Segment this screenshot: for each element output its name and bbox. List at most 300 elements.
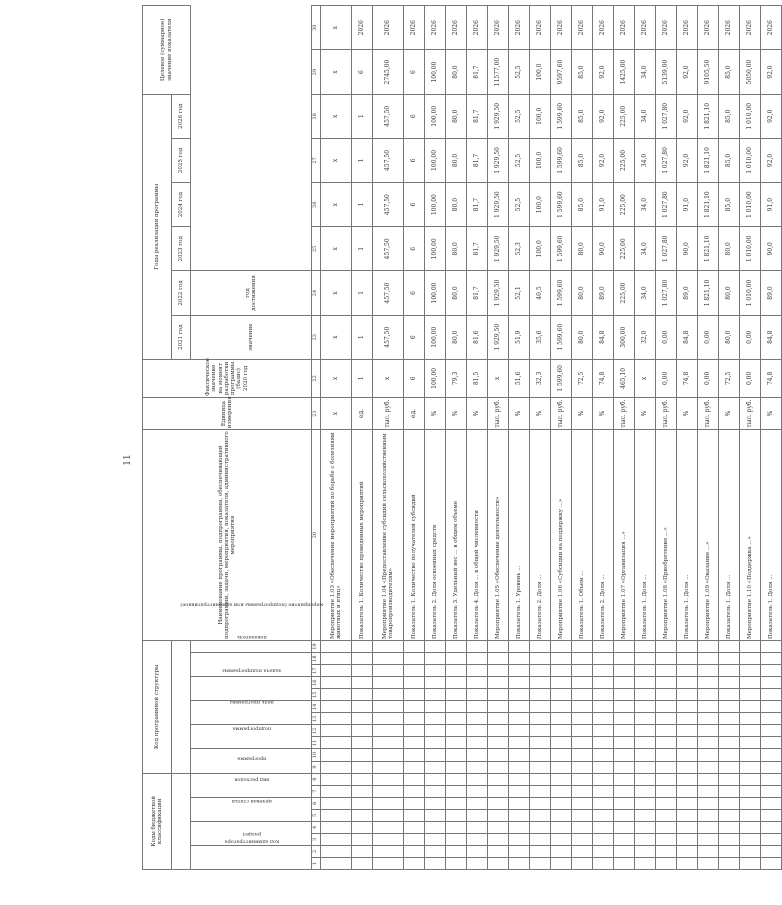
row-year-value: 1 599,60 [551, 315, 572, 359]
code-cell [656, 689, 677, 701]
code-cell [321, 701, 352, 713]
code-cell [761, 833, 782, 845]
column-number: 8 [312, 773, 321, 785]
row-year-value: 100,0 [530, 138, 551, 182]
code-cell [509, 653, 530, 665]
row-base: 79,3 [446, 359, 467, 397]
code-cell [488, 761, 509, 773]
code-cell [373, 809, 404, 821]
code-cell [425, 797, 446, 809]
row-year-value: 225,00 [614, 227, 635, 271]
row-name: Мероприятие 1.08 «Приобретение ...» [656, 430, 677, 641]
row-year-value: 81,7 [467, 227, 488, 271]
row-year-value: 34,0 [635, 227, 656, 271]
row-base: х [373, 359, 404, 397]
code-cell [404, 689, 425, 701]
table-row [488, 6, 509, 870]
code-cell [593, 821, 614, 833]
row-name: Мероприятие 1.06 «Субсидии на поддержку ...» [551, 430, 572, 641]
row-year-value: 1 010,00 [740, 94, 761, 138]
row-year-value: 100,00 [425, 138, 446, 182]
code-cell [551, 797, 572, 809]
code-cell [698, 809, 719, 821]
row-year-value: 89,0 [761, 271, 782, 315]
code-cell [656, 833, 677, 845]
code-cell [467, 785, 488, 797]
code-cell [488, 809, 509, 821]
row-final-value: 92,0 [593, 50, 614, 94]
table-row [404, 6, 425, 870]
row-base: 81,5 [467, 359, 488, 397]
code-cell [761, 641, 782, 653]
table-row [509, 6, 530, 870]
row-year-value: 1 821,10 [698, 183, 719, 227]
row-year-value: 1 599,60 [551, 94, 572, 138]
code-cell [635, 701, 656, 713]
code-cell [656, 749, 677, 761]
row-final-year: 2026 [656, 6, 677, 50]
table-row [761, 6, 782, 870]
code-cell [509, 773, 530, 785]
code-cell [719, 833, 740, 845]
code-cell [509, 737, 530, 749]
row-year-value: 1 929,50 [488, 183, 509, 227]
row-year-value: 100,0 [530, 94, 551, 138]
code-cell [719, 809, 740, 821]
code-cell [404, 845, 425, 857]
row-year-value: 92,0 [593, 138, 614, 182]
row-year-value: х [321, 271, 352, 315]
row-year-value: 80,0 [719, 315, 740, 359]
code-cell [614, 689, 635, 701]
row-year-value: х [321, 138, 352, 182]
column-number: 17 [312, 665, 321, 677]
code-cell [530, 845, 551, 857]
code-cell [446, 821, 467, 833]
row-final-year: 2026 [446, 6, 467, 50]
code-cell [551, 653, 572, 665]
code-column-label: подпрограмма [232, 726, 271, 733]
code-cell [446, 653, 467, 665]
code-cell [373, 737, 404, 749]
rotated-table-container [142, 5, 774, 870]
row-year-value: 81,7 [467, 138, 488, 182]
row-year-value: 91,0 [677, 183, 698, 227]
code-cell [467, 809, 488, 821]
row-year-value: 52,1 [509, 271, 530, 315]
code-cell [488, 845, 509, 857]
code-cell [488, 785, 509, 797]
code-cell [373, 713, 404, 725]
code-cell [656, 773, 677, 785]
code-cell [446, 749, 467, 761]
code-cell [635, 845, 656, 857]
column-number: 5 [312, 809, 321, 821]
code-cell [530, 725, 551, 737]
column-number: 10 [312, 749, 321, 761]
row-name: Показатель 3. Удельный вес ... в общем объеме [446, 430, 467, 641]
code-cell [467, 821, 488, 833]
code-cell [635, 677, 656, 689]
code-cell [740, 857, 761, 869]
code-cell [488, 857, 509, 869]
code-cell [425, 689, 446, 701]
row-final-year: 2026 [761, 6, 782, 50]
code-cell [425, 773, 446, 785]
code-cell [352, 833, 373, 845]
row-year-value: 1 027,80 [656, 94, 677, 138]
row-year-value: 1 929,50 [488, 94, 509, 138]
row-year-value: 225,00 [614, 94, 635, 138]
code-cell [404, 713, 425, 725]
row-base: 74,8 [593, 359, 614, 397]
code-cell [425, 857, 446, 869]
row-year-value: 85,0 [719, 138, 740, 182]
code-cell [404, 857, 425, 869]
row-year-value: 80,0 [719, 227, 740, 271]
column-number: 30 [312, 6, 321, 50]
code-cell [530, 821, 551, 833]
code-cell [614, 701, 635, 713]
code-cell [352, 713, 373, 725]
row-year-value: 1 010,00 [740, 138, 761, 182]
row-year-value: 6 [404, 138, 425, 182]
row-year-value: 81,7 [467, 94, 488, 138]
name-column-header: Наименование программы, подпрограммы, обеспечивающей подпрограммы, задачи, мероприятия, показателя, административного мероприятия [143, 430, 312, 641]
code-cell [572, 857, 593, 869]
column-number: 1 [312, 857, 321, 869]
code-cell [530, 797, 551, 809]
code-cell [740, 749, 761, 761]
base-column-header: Фактическое значение на момент разработки программы (базис) 2020 год [143, 359, 312, 397]
code-cell [467, 857, 488, 869]
row-year-value: 92,0 [761, 138, 782, 182]
code-cell [761, 857, 782, 869]
code-cell [677, 749, 698, 761]
code-cell [551, 665, 572, 677]
code-cell [698, 749, 719, 761]
code-cell [677, 797, 698, 809]
code-cell [656, 857, 677, 869]
code-cell [677, 713, 698, 725]
row-final-year: 2026 [593, 6, 614, 50]
code-cell [530, 833, 551, 845]
code-cell [425, 677, 446, 689]
program-indicators-table [142, 5, 782, 870]
code-cell [404, 785, 425, 797]
row-name: Показатель 1. Уровень ... [509, 430, 530, 641]
code-cell [446, 761, 467, 773]
row-base: 100,00 [425, 359, 446, 397]
code-cell [572, 701, 593, 713]
code-cell [698, 857, 719, 869]
code-cell [740, 677, 761, 689]
code-cell [467, 749, 488, 761]
code-cell [656, 641, 677, 653]
code-cell [530, 749, 551, 761]
code-cell [635, 653, 656, 665]
code-cell [509, 641, 530, 653]
row-base: 6 [404, 359, 425, 397]
row-final-year: х [321, 6, 352, 50]
row-year-value: х [321, 227, 352, 271]
code-cell [467, 773, 488, 785]
code-cell [446, 689, 467, 701]
code-cell [698, 821, 719, 833]
code-cell [740, 725, 761, 737]
code-cell [740, 821, 761, 833]
code-cell [551, 785, 572, 797]
row-final-year: 2026 [425, 6, 446, 50]
row-year-value: 81,7 [467, 183, 488, 227]
code-cell [677, 773, 698, 785]
code-cell [698, 845, 719, 857]
row-name: Показатель 1. Доля ... [635, 430, 656, 641]
code-cell [551, 677, 572, 689]
row-base: 51,6 [509, 359, 530, 397]
code-cell [530, 689, 551, 701]
code-cell [698, 665, 719, 677]
code-cell [635, 749, 656, 761]
row-year-value: 90,0 [677, 227, 698, 271]
code-cell [373, 857, 404, 869]
code-cell [656, 809, 677, 821]
code-cell [530, 761, 551, 773]
table-row [635, 6, 656, 870]
year-header: 2024 год [172, 183, 191, 227]
code-cell [352, 857, 373, 869]
row-year-value: 91,0 [761, 183, 782, 227]
code-cell [530, 701, 551, 713]
code-cell [593, 809, 614, 821]
code-cell [509, 809, 530, 821]
code-cell [740, 641, 761, 653]
row-year-value: 6 [404, 183, 425, 227]
row-year-value: 1 [352, 138, 373, 182]
code-cell [404, 701, 425, 713]
code-cell [488, 677, 509, 689]
code-cell [488, 713, 509, 725]
row-year-value: 40,5 [530, 271, 551, 315]
code-cell [352, 689, 373, 701]
row-unit: % [677, 397, 698, 429]
code-column-label: код администратора [224, 838, 279, 845]
code-cell [446, 701, 467, 713]
code-cell [635, 857, 656, 869]
code-cell [656, 665, 677, 677]
code-cell [446, 857, 467, 869]
code-cell [352, 641, 373, 653]
row-year-value: 1 929,50 [488, 271, 509, 315]
code-cell [614, 845, 635, 857]
column-number: 15 [312, 689, 321, 701]
code-cell [321, 665, 352, 677]
code-cell [488, 689, 509, 701]
code-cell [373, 653, 404, 665]
code-cell [321, 725, 352, 737]
code-cell [614, 665, 635, 677]
row-year-value: 0,00 [698, 315, 719, 359]
code-cell [614, 785, 635, 797]
row-name: Показатель 1. Количество получателей субсидий [404, 430, 425, 641]
code-cell [509, 821, 530, 833]
code-cell [425, 725, 446, 737]
code-cell [719, 725, 740, 737]
code-cell [593, 845, 614, 857]
code-column-label: раздел [242, 831, 261, 838]
row-year-value: 457,50 [373, 271, 404, 315]
code-cell [572, 665, 593, 677]
code-cell [635, 713, 656, 725]
code-cell [509, 689, 530, 701]
code-cell [373, 665, 404, 677]
column-numbers-row [312, 6, 321, 870]
code-cell [373, 797, 404, 809]
code-cell [698, 833, 719, 845]
row-year-value: 84,8 [761, 315, 782, 359]
code-cell [321, 845, 352, 857]
code-cell [373, 677, 404, 689]
code-cell [352, 821, 373, 833]
code-cell [677, 653, 698, 665]
code-cell [719, 641, 740, 653]
row-unit: тыс. руб. [740, 397, 761, 429]
code-cell [425, 809, 446, 821]
row-final-year: 2026 [740, 6, 761, 50]
code-cell [761, 689, 782, 701]
code-cell [530, 773, 551, 785]
row-year-value: 35,6 [530, 315, 551, 359]
column-number: 27 [312, 138, 321, 182]
table-row [530, 6, 551, 870]
code-cell [467, 665, 488, 677]
code-cell [719, 677, 740, 689]
row-base: х [635, 359, 656, 397]
code-cell [740, 845, 761, 857]
code-cell [373, 821, 404, 833]
code-cell [352, 785, 373, 797]
code-cell [352, 773, 373, 785]
code-cell [761, 845, 782, 857]
code-cell [321, 773, 352, 785]
code-cell [551, 833, 572, 845]
code-cell [635, 641, 656, 653]
code-cell [530, 857, 551, 869]
code-cell [572, 713, 593, 725]
code-cell [488, 725, 509, 737]
row-year-value: х [321, 94, 352, 138]
code-cell [719, 749, 740, 761]
code-cell [321, 797, 352, 809]
code-cell [352, 701, 373, 713]
year-header: 2021 год [172, 315, 191, 359]
row-name: Мероприятие 1.10 «Поддержка ...» [740, 430, 761, 641]
table-body [321, 6, 782, 870]
row-base: 72,5 [572, 359, 593, 397]
code-cell [614, 713, 635, 725]
code-column-label: программа [236, 754, 267, 761]
row-name: Показатель 2. Доля ... [593, 430, 614, 641]
code-cell [446, 713, 467, 725]
column-number: 4 [312, 821, 321, 833]
row-year-value: 0,00 [740, 315, 761, 359]
code-cell [572, 725, 593, 737]
row-year-value: 6 [404, 315, 425, 359]
code-cell [446, 833, 467, 845]
code-cell [352, 749, 373, 761]
row-unit: % [467, 397, 488, 429]
code-cell [446, 665, 467, 677]
code-cell [321, 857, 352, 869]
code-cell [467, 761, 488, 773]
row-year-value: х [321, 183, 352, 227]
code-cell [719, 653, 740, 665]
code-cell [488, 737, 509, 749]
row-final-value: 11577,00 [488, 50, 509, 94]
code-cell [698, 641, 719, 653]
column-number: 13 [312, 713, 321, 725]
table-row [572, 6, 593, 870]
code-cell [719, 821, 740, 833]
code-cell [404, 773, 425, 785]
code-cell [761, 701, 782, 713]
final-year-label: год достижения [191, 271, 312, 315]
code-cell [321, 761, 352, 773]
code-cell [488, 641, 509, 653]
code-cell [614, 797, 635, 809]
code-cell [761, 809, 782, 821]
code-cell [509, 701, 530, 713]
code-cell [614, 737, 635, 749]
code-cell [593, 689, 614, 701]
row-year-value: 84,8 [677, 315, 698, 359]
code-cell [551, 725, 572, 737]
code-cell [509, 677, 530, 689]
code-cell [509, 845, 530, 857]
row-year-value: 80,0 [446, 183, 467, 227]
row-year-value: х [321, 315, 352, 359]
table-row [698, 6, 719, 870]
row-final-year: 2026 [698, 6, 719, 50]
year-header: 2022 год [172, 271, 191, 315]
code-cell [593, 641, 614, 653]
code-cell [352, 725, 373, 737]
code-cell [425, 737, 446, 749]
code-cell [321, 641, 352, 653]
code-cell [551, 773, 572, 785]
code-cell [761, 713, 782, 725]
code-cell [698, 737, 719, 749]
code-cell [572, 653, 593, 665]
row-year-value: 1 821,10 [698, 94, 719, 138]
column-number: 21 [312, 397, 321, 429]
code-cell [761, 737, 782, 749]
code-cell [593, 773, 614, 785]
row-year-value: 1 599,60 [551, 138, 572, 182]
row-final-value: 34,0 [635, 50, 656, 94]
code-cell [635, 725, 656, 737]
code-cell [530, 641, 551, 653]
code-cell [719, 713, 740, 725]
code-cell [425, 833, 446, 845]
row-base: 72,5 [719, 359, 740, 397]
code-cell [677, 689, 698, 701]
code-cell [509, 725, 530, 737]
row-unit: % [446, 397, 467, 429]
code-cell [321, 833, 352, 845]
row-final-value: 85,0 [719, 50, 740, 94]
code-cell [656, 713, 677, 725]
